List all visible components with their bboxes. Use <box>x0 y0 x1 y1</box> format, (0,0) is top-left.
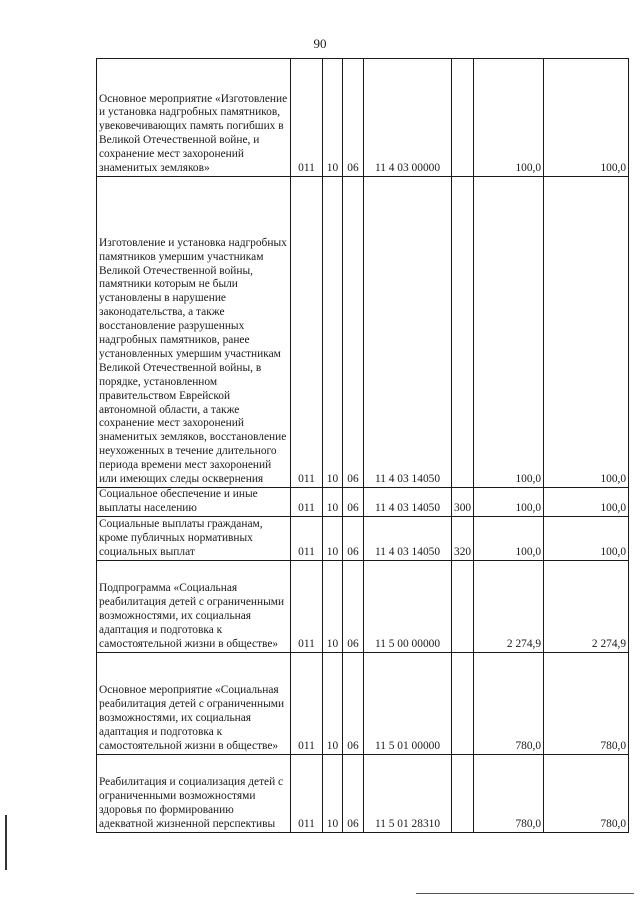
amount-1: 100,0 <box>474 517 544 561</box>
subsection-code: 06 <box>343 488 364 517</box>
scan-bottom-line <box>416 893 634 894</box>
ministry-code: 011 <box>291 561 323 653</box>
ministry-code: 011 <box>291 59 323 177</box>
amount-1: 100,0 <box>474 488 544 517</box>
subsection-code: 06 <box>343 517 364 561</box>
expense-type-code <box>452 755 474 833</box>
section-code: 10 <box>323 177 343 488</box>
target-article-code: 11 4 03 14050 <box>364 517 452 561</box>
section-code: 10 <box>323 561 343 653</box>
section-code: 10 <box>323 59 343 177</box>
budget-table <box>96 58 629 833</box>
ministry-code: 011 <box>291 517 323 561</box>
target-article-code: 11 4 03 14050 <box>364 488 452 517</box>
ministry-code: 011 <box>291 177 323 488</box>
item-name: Подпрограмма «Социальная реабилитация детей с ограниченными возможностями, их социальная адаптация и подготовка к самостоятельной жизни в обществе» <box>97 561 291 653</box>
subsection-code: 06 <box>343 653 364 755</box>
table-row <box>97 755 629 833</box>
target-article-code: 11 5 00 00000 <box>364 561 452 653</box>
amount-2: 100,0 <box>544 177 629 488</box>
amount-2: 2 274,9 <box>544 561 629 653</box>
table-row <box>97 517 629 561</box>
expense-type-code: 320 <box>452 517 474 561</box>
section-code: 10 <box>323 488 343 517</box>
item-name: Социальные выплаты гражданам, кроме публичных нормативных социальных выплат <box>97 517 291 561</box>
section-code: 10 <box>323 653 343 755</box>
amount-2: 100,0 <box>544 517 629 561</box>
item-name: Изготовление и установка надгробных памятников умершим участникам Великой Отечественной войны, памятники которым не были установлены в нарушение законодательства, а также восстановление разрушенных надгробных памятников, ранее установленных умершим участникам Великой Отечественной войны, в порядке, установленном правительством Еврейской автономной области, а также сохранение мест захоронений знаменитых земляков, восстановление неухоженных в течение длительного периода времени мест захоронений или имеющих следы осквернения <box>97 177 291 488</box>
table-row <box>97 488 629 517</box>
target-article-code: 11 5 01 00000 <box>364 653 452 755</box>
subsection-code: 06 <box>343 561 364 653</box>
section-code: 10 <box>323 517 343 561</box>
item-name: Реабилитация и социализация детей с ограниченными возможностями здоровья по формированию адекватной жизненной перспективы <box>97 755 291 833</box>
amount-1: 100,0 <box>474 177 544 488</box>
amount-1: 780,0 <box>474 755 544 833</box>
expense-type-code <box>452 653 474 755</box>
amount-1: 780,0 <box>474 653 544 755</box>
table-row <box>97 653 629 755</box>
budget-table-body <box>97 59 629 833</box>
scan-margin-mark <box>5 815 7 870</box>
expense-type-code <box>452 177 474 488</box>
item-name: Основное мероприятие «Изготовление и установка надгробных памятников, увековечивающих память погибших в Великой Отечественной войне, и сохранение мест захоронений знаменитых земляков» <box>97 59 291 177</box>
target-article-code: 11 4 03 14050 <box>364 177 452 488</box>
subsection-code: 06 <box>343 177 364 488</box>
expense-type-code <box>452 561 474 653</box>
amount-2: 100,0 <box>544 59 629 177</box>
ministry-code: 011 <box>291 755 323 833</box>
section-code: 10 <box>323 755 343 833</box>
subsection-code: 06 <box>343 59 364 177</box>
ministry-code: 011 <box>291 488 323 517</box>
target-article-code: 11 4 03 00000 <box>364 59 452 177</box>
amount-2: 100,0 <box>544 488 629 517</box>
amount-1: 2 274,9 <box>474 561 544 653</box>
amount-1: 100,0 <box>474 59 544 177</box>
item-name: Социальное обеспечение и иные выплаты населению <box>97 488 291 517</box>
page-number: 90 <box>313 36 327 51</box>
table-row <box>97 177 629 488</box>
item-name: Основное мероприятие «Социальная реабилитация детей с ограниченными возможностями, их социальная адаптация и подготовка к самостоятельной жизни в обществе» <box>97 653 291 755</box>
amount-2: 780,0 <box>544 653 629 755</box>
amount-2: 780,0 <box>544 755 629 833</box>
expense-type-code: 300 <box>452 488 474 517</box>
table-row <box>97 561 629 653</box>
subsection-code: 06 <box>343 755 364 833</box>
target-article-code: 11 5 01 28310 <box>364 755 452 833</box>
ministry-code: 011 <box>291 653 323 755</box>
expense-type-code <box>452 59 474 177</box>
table-row <box>97 59 629 177</box>
